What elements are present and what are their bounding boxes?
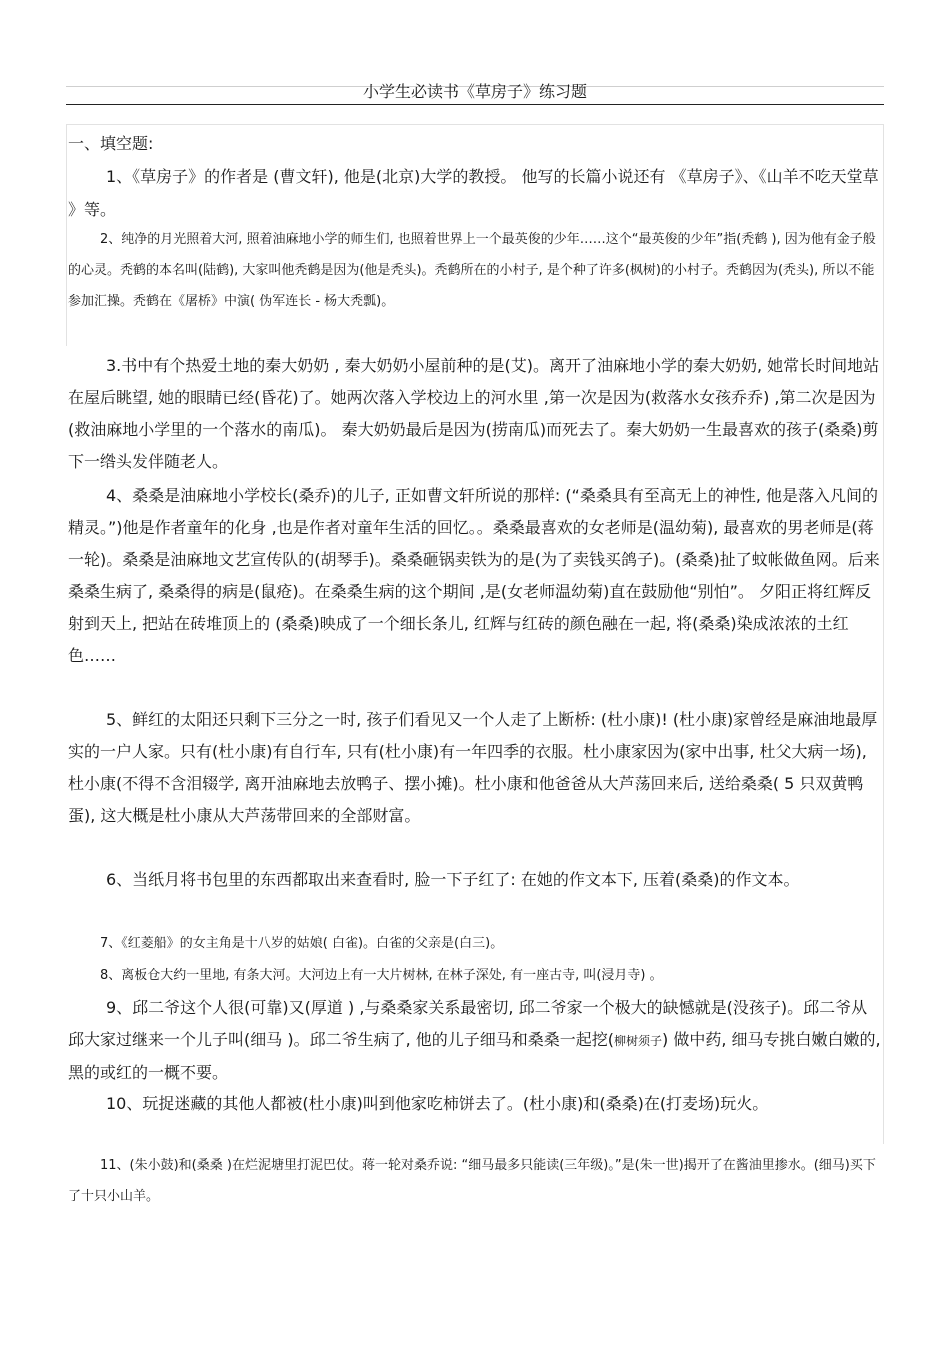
question-8-text: 8、离板仓大约一里地, 有条大河。大河边上有一大片树林, 在林子深处, 有一座古寺, 叫(浸月寺) 。 [100,968,663,983]
question-1-text: 1、《草房子》的作者是 (曹文轩), 他是(北京)大学的教授。 他写的长篇小说还有 《草房子》、《山羊不吃天堂草 》等。 [68,167,879,219]
question-10 [68,1088,883,1120]
question-1 [68,160,883,226]
question-2-text: 2、纯净的月光照着大河, 照着油麻地小学的师生们, 也照着世界上一个最英俊的少年……这个“最英俊的少年”指(秃鹤 ), 因为他有金子般的心灵。秃鹤的本名叫(陆鹤), 大家叫他秃鹤是因为(他是秃头)。秃鹤所在的小村子, 是个种了许多(枫树)的小村子。秃鹤因为(秃头), 所以不能参加汇操。秃鹤在《屠桥》中演( 伪军连长 - 杨大秃瓢)。 [68,232,876,309]
section-heading: 一、填空题: [68,134,154,153]
page-title: 小学生必读书《草房子》练习题 [362,82,587,101]
title-rule-bottom [66,104,884,105]
question-5-text: 5、鲜红的太阳还只剩下三分之一时, 孩子们看见又一个人走了上断桥: (杜小康)! (杜小康)家曾经是麻油地最厚实的一户人家。只有(杜小康)有自行车, 只有(杜小康)有一年四季的衣服。杜小康家因为(家中出事, 杜父大病一场), 杜小康(不得不含泪辍学, 离开油麻地去放鸭子、摆小摊)。杜小康和他爸爸从大芦荡回来后, 送给桑桑( 5 只双黄鸭蛋), 这大概是杜小康从大芦荡带回来的全部财富。 [68,710,878,825]
question-9-text: 9、邱二爷这个人很(可靠)又(厚道 ) ,与桑桑家关系最密切, 邱二爷家一个极大的缺憾就是(没孩子)。邱二爷从邱大家过继来一个儿子叫(细马 )。邱二爷生病了, 他的儿子细马和桑桑一起挖( [68,998,868,1049]
question-11-text: 11、(朱小鼓)和(桑桑 )在烂泥塘里打泥巴仗。蒋一轮对桑乔说: “细马最多只能读(三年级)。”是(朱一世)揭开了在酱油里掺水。(细马)买下了十只小山羊。 [68,1158,876,1204]
question-9-small-answer: 柳树须子 [614,1034,663,1048]
question-4-text: 4、桑桑是油麻地小学校长(桑乔)的儿子, 正如曹文轩所说的那样: (“桑桑具有至高无上的神性, 他是落入凡间的精灵。”)他是作者童年的化身 ,也是作者对童年生活的回忆。。桑桑最喜欢的女老师是(温幼菊), 最喜欢的男老师是(蒋一轮)。桑桑是油麻地文艺宣传队的(胡琴手)。桑桑砸锅卖铁为的是(为了卖钱买鸽子)。(桑桑)扯了蚊帐做鱼网。后来桑桑生病了, 桑桑得的病是(鼠疮)。在桑桑生病的这个期间 ,是(女老师温幼菊)直在鼓励他“别怕”。 夕阳正将红辉反射到天上, 把站在砖堆顶上的 (桑桑)映成了一个细长条儿, 红辉与红砖的颜色融在一起, 将(桑桑)染成浓浓的土红色…… [68,486,880,665]
question-6-text: 6、当纸月将书包里的东西都取出来查看时, 脸一下子红了: 在她的作文本下, 压着(桑桑)的作文本。 [106,870,800,889]
question-3-text: 3.书中有个热爱土地的秦大奶奶 , 秦大奶奶小屋前种的是(艾)。离开了油麻地小学的秦大奶奶, 她常长时间地站在屋后眺望, 她的眼睛已经(昏花)了。她两次落入学校边上的河水里 ,第一次是因为(救落水女孩乔乔) ,第二次是因为(救油麻地小学里的一个落水的南瓜)。 秦大奶奶最后是因为(捞南瓜)而死去了。秦大奶奶一生最喜欢的孩子(桑桑)剪下一绺头发伴随老人。 [68,356,880,471]
question-6 [68,864,883,896]
question-2 [68,224,883,317]
question-11 [68,1150,883,1212]
question-5 [68,704,883,832]
content-frame-left [66,124,67,346]
question-7 [68,928,883,959]
question-10-text: 10、玩捉迷藏的其他人都被(杜小康)叫到他家吃柿饼去了。(杜小康)和(桑桑)在(打麦场)玩火。 [106,1094,769,1113]
question-9 [68,992,883,1089]
content-frame-right [883,124,884,1144]
question-3 [68,350,883,478]
question-4 [68,480,883,672]
content-frame-top [66,124,884,125]
question-8 [68,960,883,991]
question-7-text: 7、《红菱船》的女主角是十八岁的姑娘( 白雀)。白雀的父亲是(白三)。 [100,936,504,951]
question-9-text-end: ) 做中药, 细马专挑白嫩白嫩的, 黑的或红的一概不要。 [68,1030,881,1082]
